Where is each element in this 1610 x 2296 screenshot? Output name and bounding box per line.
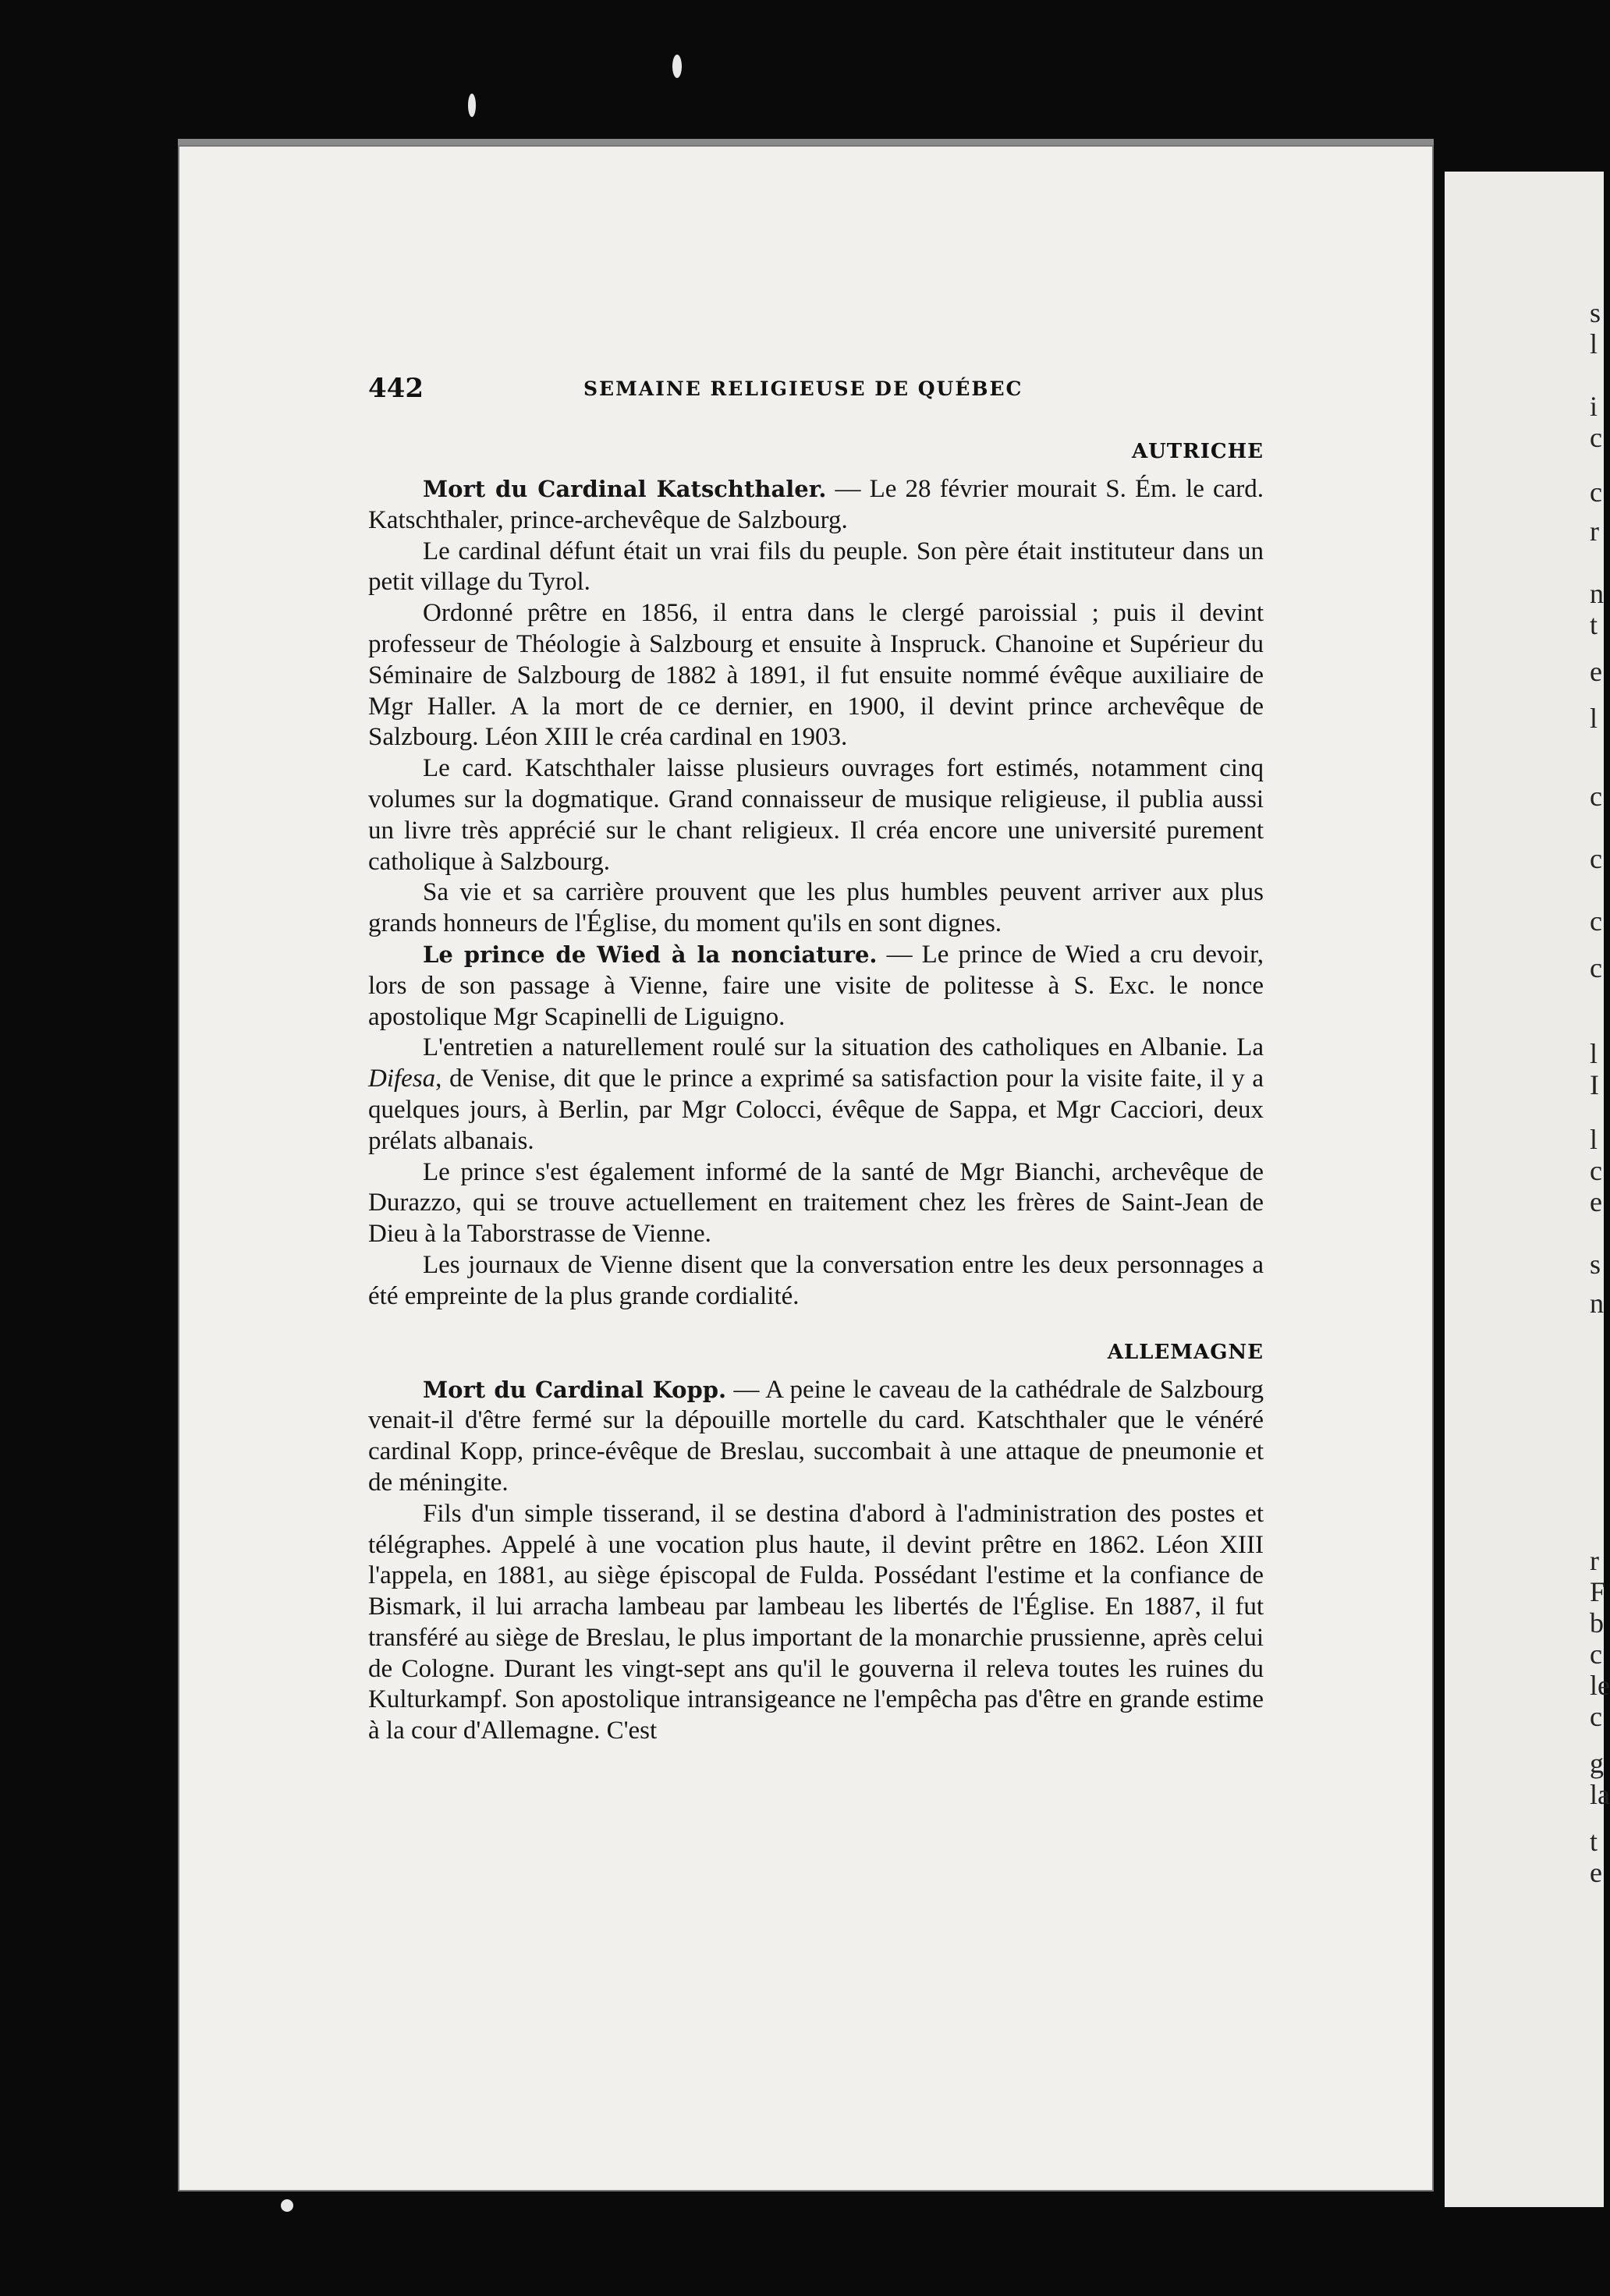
next-page-fragment: l — [1590, 328, 1598, 360]
page-header — [368, 373, 1264, 412]
next-page-fragment: l — [1590, 1038, 1598, 1069]
next-page-fragment: le — [1590, 1670, 1610, 1701]
next-page-fragment: c — [1590, 1155, 1602, 1186]
next-page-fragment: la — [1590, 1779, 1610, 1810]
page-number: 442 — [368, 373, 424, 404]
next-page-fragment: c — [1590, 1701, 1602, 1732]
next-page-fragment: c — [1590, 1639, 1602, 1670]
newspaper-name: Difesa — [368, 1065, 436, 1093]
next-page-fragment: t — [1590, 1826, 1598, 1857]
next-page-fragment: l — [1590, 703, 1598, 734]
running-head: SEMAINE RELIGIEUSE DE QUÉBEC — [583, 377, 1023, 400]
next-page-fragment: e — [1590, 1857, 1602, 1888]
paragraph: Le cardinal défunt était un vrai fils du peuple. Son père était instituteur dans un petit village du Tyrol. — [368, 537, 1264, 597]
article-title: Mort du Cardinal Kopp. — [423, 1376, 727, 1403]
scan-speck — [281, 2199, 293, 2212]
scan-speck — [468, 94, 476, 117]
section-heading-allemagne: ALLEMAGNE — [1107, 1340, 1264, 1364]
next-page-fragment: c — [1590, 905, 1602, 937]
paragraph: Le prince de Wied à la nonciature. — Le prince de Wied a cru devoir, lors de son passage à Vienne, faire une visite de politesse à S. Exc. le nonce apostolique Mgr Scapinelli de Liguigno. — [368, 940, 1264, 1031]
next-page-fragment: r — [1590, 516, 1599, 547]
next-page-fragment: t — [1590, 609, 1598, 640]
paragraph: Le card. Katschthaler laisse plusieurs ouvrages fort estimés, notamment cinq volumes sur la dogmatique. Grand connaisseur de musique religieuse, il publia aussi un livre très apprécié sur le chant religieux. Il créa encore une université purement catholique à Salzbourg. — [368, 754, 1264, 876]
scan-speck — [672, 55, 682, 78]
next-page-fragment: c — [1590, 422, 1602, 453]
next-page-fragment: e — [1590, 1186, 1602, 1217]
next-page-fragment: l — [1590, 1124, 1598, 1155]
next-page-fragment: c — [1590, 952, 1602, 983]
paragraph: Sa vie et sa carrière prouvent que les plus humbles peuvent arriver aux plus grands honneurs de l'Église, du moment qu'ils en sont dignes. — [368, 878, 1264, 938]
next-page-fragment: n — [1590, 578, 1604, 609]
next-page-edge — [1445, 172, 1610, 2207]
paragraph: Mort du Cardinal Kopp. — A peine le caveau de la cathédrale de Salzbourg venait-il d'être fermé sur la dépouille mortelle du card. Katschthaler que le vénéré cardinal Kopp, prince-évêque de Breslau, succombait à une attaque de pneumonie et de méningite. — [368, 1375, 1264, 1497]
next-page-fragment: i — [1590, 391, 1598, 422]
next-page-fragment: I — [1590, 1069, 1599, 1100]
section-heading-autriche: AUTRICHE — [1131, 440, 1264, 463]
page-content — [368, 373, 1264, 1747]
next-page-fragment: c — [1590, 781, 1602, 812]
next-page-fragment: e — [1590, 656, 1602, 687]
next-page-fragment: b — [1590, 1607, 1604, 1639]
next-page-fragment: r — [1590, 1545, 1599, 1576]
next-page-fragment: s — [1590, 1249, 1601, 1280]
paragraph: Les journaux de Vienne disent que la conversation entre les deux personnages a été empreinte de la plus grande cordialité. — [368, 1250, 1264, 1310]
next-page-fragment: n — [1590, 1288, 1604, 1319]
next-page-fragment: c — [1590, 843, 1602, 874]
paragraph: Ordonné prêtre en 1856, il entra dans le clergé paroissial ; puis il devint professeur de Théologie à Salzbourg et ensuite à Inspruck. Chanoine et Supérieur du Séminaire de Salzbourg de 1882 à 1891, il fut ensuite nommé évêque auxiliaire de Mgr Haller. A la mort de ce dernier, en 1900, il devint prince archevêque de Salzbourg. Léon XIII le créa cardinal en 1903. — [368, 599, 1264, 752]
paragraph: Le prince s'est également informé de la santé de Mgr Bianchi, archevêque de Durazzo, qui se trouve actuellement en traitement chez les frères de Saint-Jean de Dieu à la Taborstrasse de Vienne. — [368, 1157, 1264, 1249]
next-page-fragment: c — [1590, 477, 1602, 508]
next-page-fragment: g — [1590, 1748, 1604, 1779]
article-title: Mort du Cardinal Katschthaler. — [423, 476, 827, 502]
next-page-fragment: F — [1590, 1576, 1606, 1607]
paragraph: L'entretien a naturellement roulé sur la situation des catholiques en Albanie. La Difesa, de Venise, dit que le prince a exprimé sa satisfaction pour la visite faite, il y a quelques jours, à Berlin, par Mgr Colocci, évêque de Sappa, et Mgr Cacciori, deux prélats albanais. — [368, 1033, 1264, 1155]
next-page-fragment: s — [1590, 297, 1601, 328]
paragraph: Fils d'un simple tisserand, il se destina d'abord à l'administration des postes et télégraphes. Appelé à une vocation plus haute, il devint prêtre en 1862. Léon XIII l'appela, en 1881, au siège épiscopal de Fulda. Possédant l'estime et la confiance de Bismark, il lui arracha lambeau par lambeau les libertés de l'Église. En 1887, il fut transféré au siège de Breslau, le plus important de la monarchie prussienne, après celui de Cologne. Durant les vingt-sept ans qu'il le gouverna il releva toutes les ruines du Kulturkampf. Son apostolique intransigeance ne l'empêcha pas d'être en grande estime à la cour d'Allemagne. C'est — [368, 1499, 1264, 1745]
paragraph: Mort du Cardinal Katschthaler. — Le 28 février mourait S. Ém. le card. Katschthaler, prince-archevêque de Salzbourg. — [368, 475, 1264, 534]
article-title: Le prince de Wied à la nonciature. — [423, 941, 878, 968]
